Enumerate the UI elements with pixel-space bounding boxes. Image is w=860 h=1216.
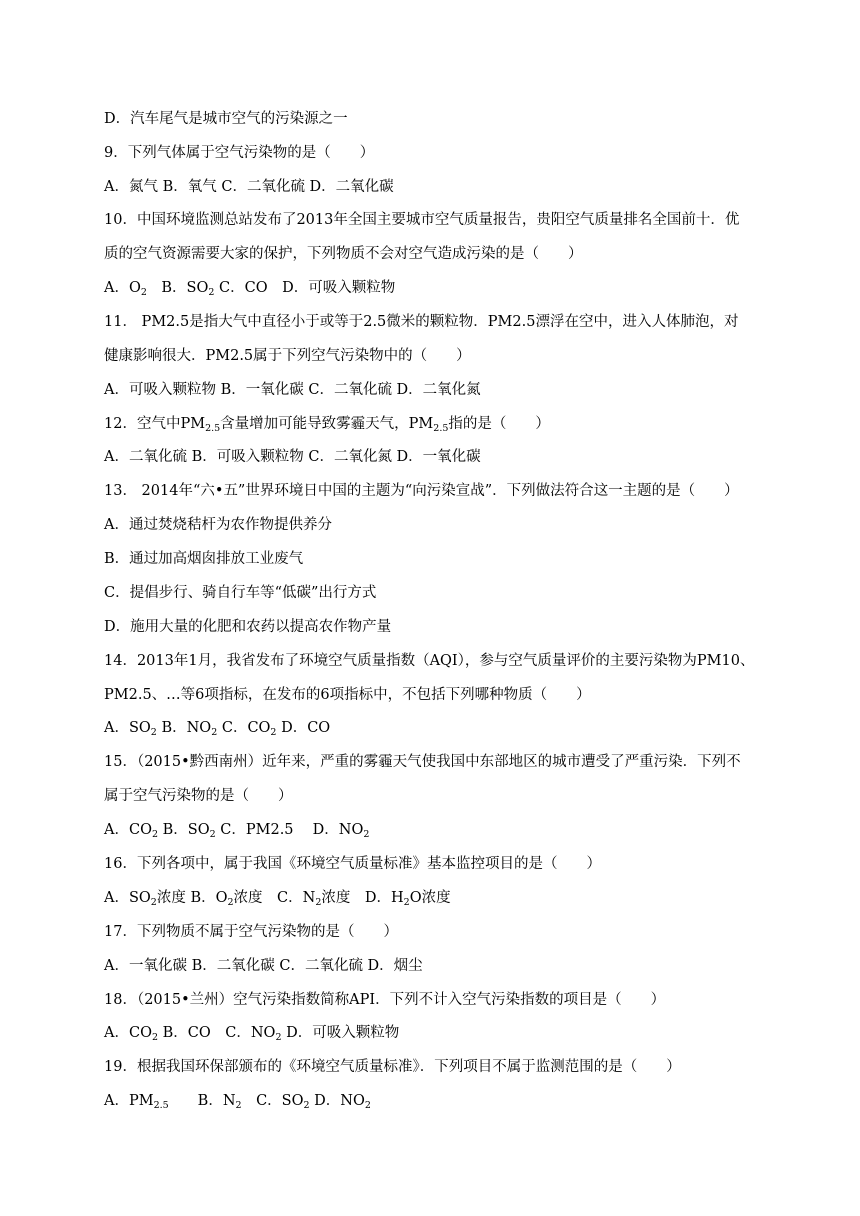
text-line: 13． 2014年“六•五”世界环境日中国的主题为“向污染宣战”．下列做法符合这一主题的是（ ） — [104, 483, 739, 499]
text-segment: C．SO — [241, 1093, 304, 1109]
text-line: A．氮气 B．氧气 C．二氧化硫 D．二氧化碳 — [104, 179, 394, 195]
text-segment: B．SO — [146, 280, 209, 296]
subscript: 2 — [364, 1100, 371, 1111]
text-segment: D．NO — [309, 1093, 365, 1109]
text-line: B．通过加高烟囱排放工业废气 — [104, 551, 304, 567]
subscript: 2 — [209, 829, 216, 840]
subscript: 2 — [211, 727, 218, 738]
text-line: PM2.5、…等6项指标，在发布的6项指标中，不包括下列哪种物质（ ） — [104, 687, 591, 703]
text-segment: C．PM2.5 D．NO — [215, 822, 364, 838]
text-line — [104, 820, 764, 840]
subscript: 2 — [363, 829, 370, 840]
text-line: 9．下列气体属于空气污染物的是（ ） — [104, 145, 375, 161]
text-segment: 浓度 B．O — [156, 890, 228, 906]
text-line: A．一氧化碳 B．二氧化碳 C．二氧化硫 D．烟尘 — [104, 958, 423, 974]
text-line: 16．下列各项中，属于我国《环境空气质量标准》基本监控项目的是（ ） — [104, 856, 601, 872]
subscript: 2 — [403, 897, 410, 908]
subscript: 2 — [140, 287, 147, 298]
subscript: 2.5 — [205, 423, 221, 434]
text-segment: A．CO — [104, 1025, 152, 1041]
text-segment: 12．空气中PM — [104, 416, 206, 432]
text-line — [104, 1091, 764, 1111]
text-segment: A．SO — [104, 720, 151, 736]
text-line: C．提倡步行、骑自行车等“低碳”出行方式 — [104, 585, 377, 601]
text-line: D．施用大量的化肥和农药以提高农作物产量 — [104, 619, 392, 635]
subscript: 2 — [270, 727, 277, 738]
text-segment: C．CO D．可吸入颗粒物 — [214, 280, 396, 296]
subscript: 2 — [227, 897, 234, 908]
subscript: 2.5 — [153, 1100, 169, 1111]
text-line: A．通过焚烧秸杆为农作物提供养分 — [104, 517, 332, 533]
text-line: 属于空气污染物的是（ ） — [104, 788, 293, 804]
text-segment: A．SO — [104, 890, 151, 906]
text-line — [104, 414, 764, 434]
text-segment: B．SO — [158, 822, 210, 838]
text-segment: 含量增加可能导致雾霾天气，PM — [220, 416, 434, 432]
text-segment: 浓度 C．N — [233, 890, 316, 906]
subscript: 2 — [315, 897, 322, 908]
subscript: 2 — [150, 897, 157, 908]
text-segment: 指的是（ ） — [448, 416, 550, 432]
text-segment: O浓度 — [409, 890, 451, 906]
text-segment: B．CO C．NO — [158, 1025, 276, 1041]
text-line: 质的空气资源需要大家的保护，下列物质不会对空气造成污染的是（ ） — [104, 246, 583, 262]
text-segment: B．N — [168, 1093, 236, 1109]
text-line: A．可吸入颗粒物 B．一氧化碳 C．二氧化硫 D．二氧化氮 — [104, 382, 481, 398]
text-line: D．汽车尾气是城市空气的污染源之一 — [104, 111, 348, 127]
text-line: 19．根据我国环保部颁布的《环境空气质量标准》．下列项目不属于监测范围的是（ ） — [104, 1059, 681, 1075]
text-segment: D．CO — [276, 720, 331, 736]
text-line — [104, 718, 764, 738]
text-line — [104, 278, 764, 298]
text-segment: C．CO — [217, 720, 271, 736]
subscript: 2 — [303, 1100, 310, 1111]
subscript: 2.5 — [433, 423, 449, 434]
subscript: 2 — [275, 1032, 282, 1043]
text-segment: B．NO — [156, 720, 212, 736]
text-line: A．二氧化硫 B．可吸入颗粒物 C．二氧化氮 D．一氧化碳 — [104, 449, 481, 465]
subscript: 2 — [208, 287, 215, 298]
text-line — [104, 1023, 764, 1043]
text-line — [104, 888, 764, 908]
text-segment: A．PM — [104, 1093, 154, 1109]
subscript: 2 — [235, 1100, 242, 1111]
text-line: 18．（2015•兰州）空气污染指数简称API．下列不计入空气污染指数的项目是（ ） — [104, 992, 666, 1008]
text-line: 11． PM2.5是指大气中直径小于或等于2.5微米的颗粒物．PM2.5漂浮在空中，进入人体肺泡，对 — [104, 314, 739, 330]
text-segment: 浓度 D．H — [321, 890, 404, 906]
subscript: 2 — [151, 829, 159, 840]
text-segment: A．O — [104, 280, 141, 296]
text-line: 15．（2015•黔西南州）近年来，严重的雾霾天气使我国中东部地区的城市遭受了严重污染．下列不 — [104, 754, 741, 770]
text-line: 10．中国环境监测总站发布了2013年全国主要城市空气质量报告，贵阳空气质量排名全国前十．优 — [104, 212, 740, 228]
text-segment: A．CO — [104, 822, 152, 838]
text-line: 14．2013年1月，我省发布了环境空气质量指数（AQI），参与空气质量评价的主要污染物为PM10、 — [104, 653, 755, 669]
text-line: 17．下列物质不属于空气污染物的是（ ） — [104, 924, 398, 940]
subscript: 2 — [151, 1032, 159, 1043]
text-segment: D．可吸入颗粒物 — [281, 1025, 400, 1041]
subscript: 2 — [150, 727, 157, 738]
text-line: 健康影响很大．PM2.5属于下列空气污染物中的（ ） — [104, 348, 471, 364]
